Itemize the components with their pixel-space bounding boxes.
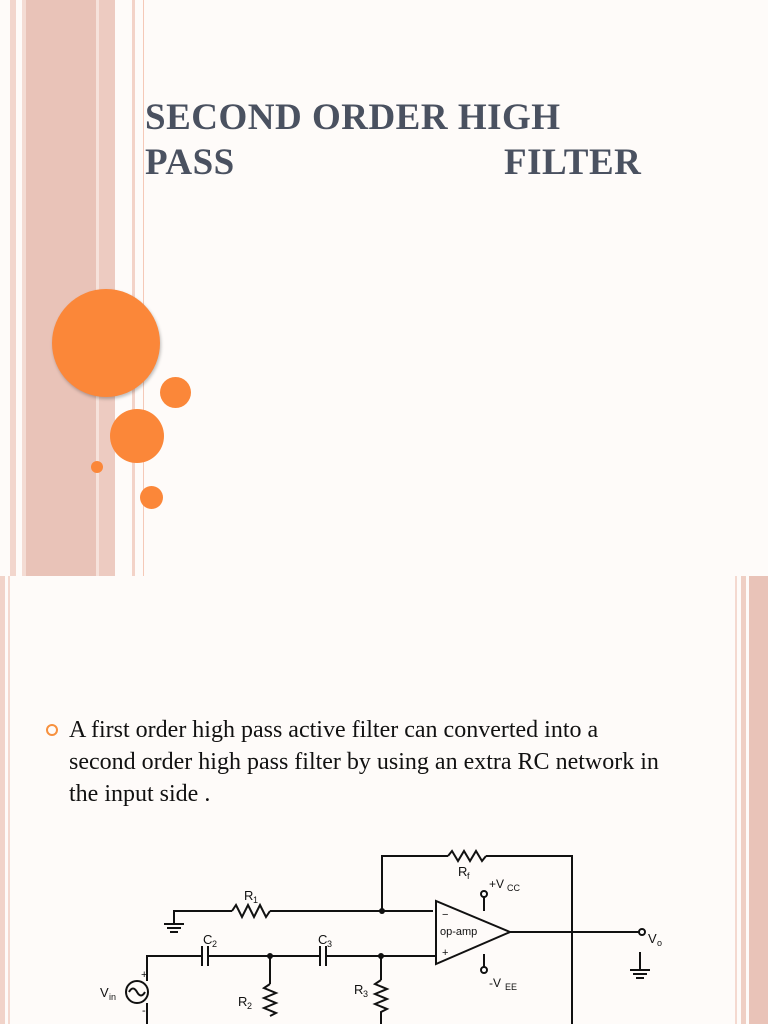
slide-content [0,576,768,1024]
c3-subscript: 3 [327,939,333,949]
c2-subscript: 2 [212,939,218,949]
r1-subscript: 1 [253,895,259,905]
bullet-ring-icon [46,724,58,736]
c3-label: C [318,932,328,947]
bullet-text: A first order high pass active filter can converted into a second order high pass filter by using an extra RC network in the input side . [69,717,659,807]
vo-label: V [648,931,657,946]
decor-circle-small [140,486,163,509]
slide-title-line1: SECOND ORDER HIGH [145,97,561,138]
vcc-label: +V [489,877,505,891]
r2-label: R [238,994,248,1009]
vee-subscript: EE [505,982,518,992]
decor-circle-medium [110,409,164,463]
decor-stripe [132,0,135,576]
vee-label: -V [489,976,501,990]
r3-subscript: 3 [363,989,369,999]
decor-stripe [10,0,16,576]
opamp-label: op-amp [440,926,478,938]
decor-circle-small [160,377,191,408]
vcc-subscript: CC [507,883,520,893]
circuit-diagram [0,844,768,1024]
source-plus: + [141,969,148,981]
vin-subscript: in [109,992,117,1002]
slide-title-line2-right: FILTER [504,142,642,183]
opamp-plus: + [442,947,449,959]
opamp-minus: − [442,909,449,921]
c2-label: C [203,932,213,947]
source-minus: - [142,1005,146,1017]
decor-circle-tiny [91,461,103,473]
decor-stripe [99,0,115,576]
rf-subscript: f [467,871,470,881]
r2-subscript: 2 [247,1001,253,1011]
slide-title-line2-left: PASS [145,142,235,183]
vo-subscript: o [657,938,663,948]
decor-circle-large [52,289,160,397]
r1-label: R [244,888,254,903]
decor-stripe [26,0,96,576]
r3-label: R [354,982,364,997]
vin-label: V [100,985,109,1000]
rf-label: R [458,864,468,879]
